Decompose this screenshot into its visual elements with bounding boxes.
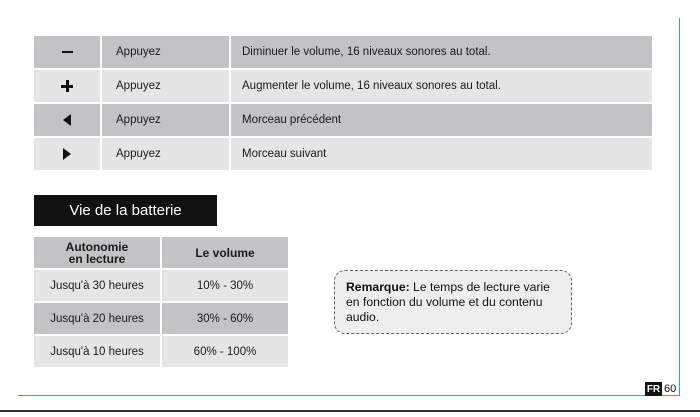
- header-autonomy-line2: en lecture: [68, 251, 126, 266]
- control-action: Appuyez: [102, 70, 229, 102]
- minus-icon: [62, 51, 73, 54]
- volume-cell: 30% - 60%: [162, 303, 288, 334]
- page-number: 60: [664, 383, 677, 395]
- table-row: [34, 138, 652, 170]
- volume-cell: 60% - 100%: [162, 336, 288, 367]
- control-symbol-cell: [34, 104, 100, 136]
- battery-table-header: [34, 237, 288, 268]
- plus-icon: [61, 80, 73, 92]
- bottom-rule: [0, 410, 700, 412]
- control-symbol-cell: [34, 36, 100, 68]
- battery-section-title: Vie de la batterie: [34, 195, 217, 226]
- control-description: Augmenter le volume, 16 niveaux sonores au total.: [231, 70, 652, 102]
- next-track-icon: [63, 148, 71, 160]
- controls-table: [34, 36, 652, 172]
- table-row: [34, 36, 652, 68]
- table-row: [34, 336, 288, 367]
- control-action: Appuyez: [102, 138, 229, 170]
- table-row: [34, 270, 288, 301]
- volume-cell: 10% - 30%: [162, 270, 288, 301]
- previous-track-icon: [63, 114, 71, 126]
- autonomy-cell: Jusqu'à 10 heures: [34, 336, 160, 367]
- battery-table: [34, 237, 288, 369]
- control-description: Morceau précédent: [231, 104, 652, 136]
- control-action: Appuyez: [102, 104, 229, 136]
- header-volume: Le volume: [162, 237, 288, 268]
- note-label: Remarque:: [346, 280, 410, 294]
- control-description: Morceau suivant: [231, 138, 652, 170]
- table-row: [34, 104, 652, 136]
- control-description: Diminuer le volume, 16 niveaux sonores au total.: [231, 36, 652, 68]
- table-row: [34, 303, 288, 334]
- control-symbol-cell: [34, 138, 100, 170]
- table-row: [34, 70, 652, 102]
- control-symbol-cell: [34, 70, 100, 102]
- note-box: [334, 270, 572, 334]
- autonomy-cell: Jusqu'à 20 heures: [34, 303, 160, 334]
- note-text: Le temps de lecture varie en fonction du volume et du contenu audio.: [346, 280, 550, 324]
- control-action: Appuyez: [102, 36, 229, 68]
- autonomy-cell: Jusqu'à 30 heures: [34, 270, 160, 301]
- header-autonomy-line1: Autonomie: [65, 239, 129, 254]
- header-autonomy: [34, 237, 160, 268]
- language-badge: FR: [646, 383, 661, 395]
